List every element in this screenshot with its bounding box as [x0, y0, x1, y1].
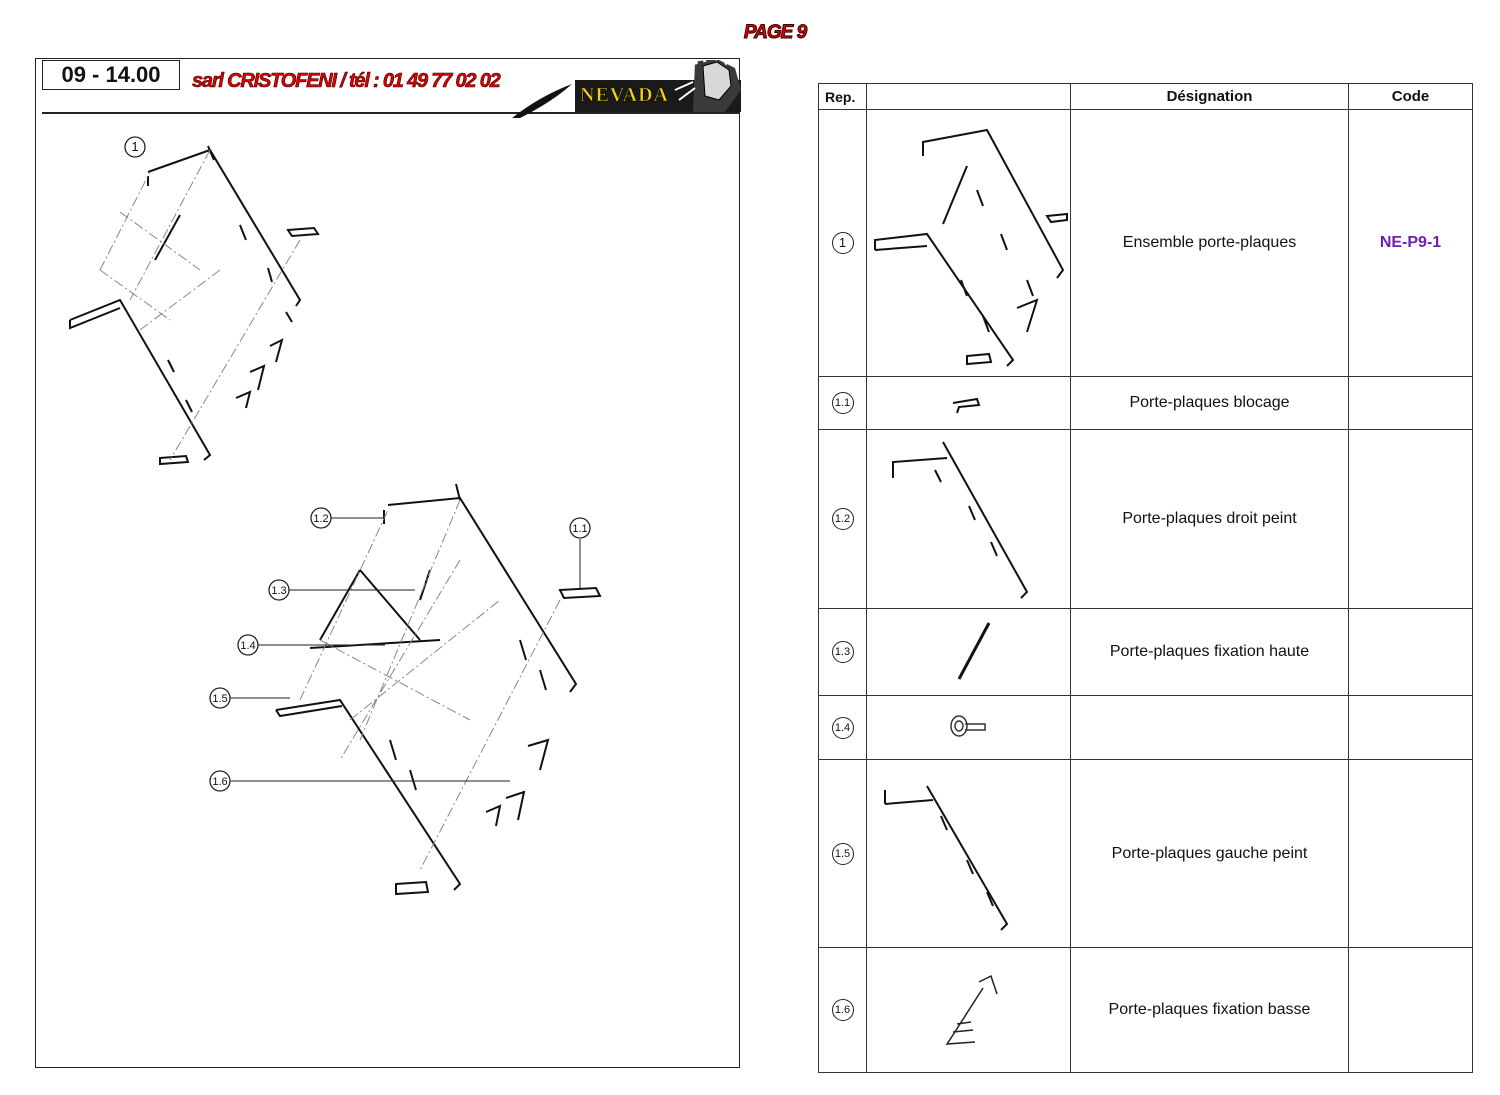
rep-bubble: 1.6	[832, 999, 854, 1021]
header-rep: Rep.	[819, 84, 867, 110]
table-row	[819, 696, 1473, 760]
row-code	[1349, 760, 1473, 948]
table-row	[819, 948, 1473, 1073]
callout-1-3: 1.3	[271, 585, 287, 597]
table-row	[819, 760, 1473, 948]
callout-1: 1	[131, 139, 139, 154]
row-designation: Porte-plaques fixation basse	[1071, 948, 1349, 1073]
row-code	[1349, 609, 1473, 696]
rep-bubble: 1.1	[832, 392, 854, 414]
callout-1-4: 1.4	[240, 640, 256, 652]
table-row	[819, 377, 1473, 430]
assembly-2-drawing	[276, 484, 600, 894]
parts-table	[818, 83, 1472, 1069]
header-code: Code	[1349, 84, 1473, 110]
row-code	[1349, 696, 1473, 760]
full-rack-assembly-icon	[867, 110, 1071, 376]
row-designation: Porte-plaques gauche peint	[1071, 760, 1349, 948]
rep-bubble: 1.3	[832, 641, 854, 663]
rep-bubble: 1	[832, 232, 854, 254]
table-row	[819, 609, 1473, 696]
row-code	[1349, 377, 1473, 430]
callout-1-5: 1.5	[212, 693, 228, 705]
page-label: PAGE 9	[743, 22, 807, 43]
callout-1-1: 1.1	[572, 523, 588, 535]
locking-bracket-icon	[867, 377, 1071, 429]
table-row	[819, 430, 1473, 609]
row-designation: Porte-plaques fixation haute	[1071, 609, 1349, 696]
row-code: NE-P9-1	[1349, 110, 1473, 377]
right-rail-icon	[867, 430, 1071, 608]
row-designation: Porte-plaques blocage	[1071, 377, 1349, 430]
header-designation: Désignation	[1071, 84, 1349, 110]
assembly-1-drawing	[70, 146, 318, 464]
reference-number: 09 - 14.00	[42, 60, 180, 90]
rep-bubble: 1.5	[832, 843, 854, 865]
row-code	[1349, 430, 1473, 609]
bolt-icon	[867, 696, 1071, 759]
header-image	[867, 84, 1071, 110]
row-code	[1349, 948, 1473, 1073]
callout-1-2: 1.2	[313, 513, 329, 525]
callout-1-6: 1.6	[212, 776, 228, 788]
row-designation	[1071, 696, 1349, 760]
table-row	[819, 110, 1473, 377]
lower-bracket-icon	[867, 948, 1071, 1072]
brand-wordmark: NEVADA	[580, 84, 669, 106]
row-designation: Porte-plaques droit peint	[1071, 430, 1349, 609]
upper-bar-icon	[867, 609, 1071, 695]
table-header-row	[819, 84, 1473, 110]
row-designation: Ensemble porte-plaques	[1071, 110, 1349, 377]
left-rail-icon	[867, 760, 1071, 947]
rep-bubble: 1.4	[832, 717, 854, 739]
rep-bubble: 1.2	[832, 508, 854, 530]
dealer-contact: sarl CRISTOFENI / tél : 01 49 77 02 02	[192, 70, 500, 92]
